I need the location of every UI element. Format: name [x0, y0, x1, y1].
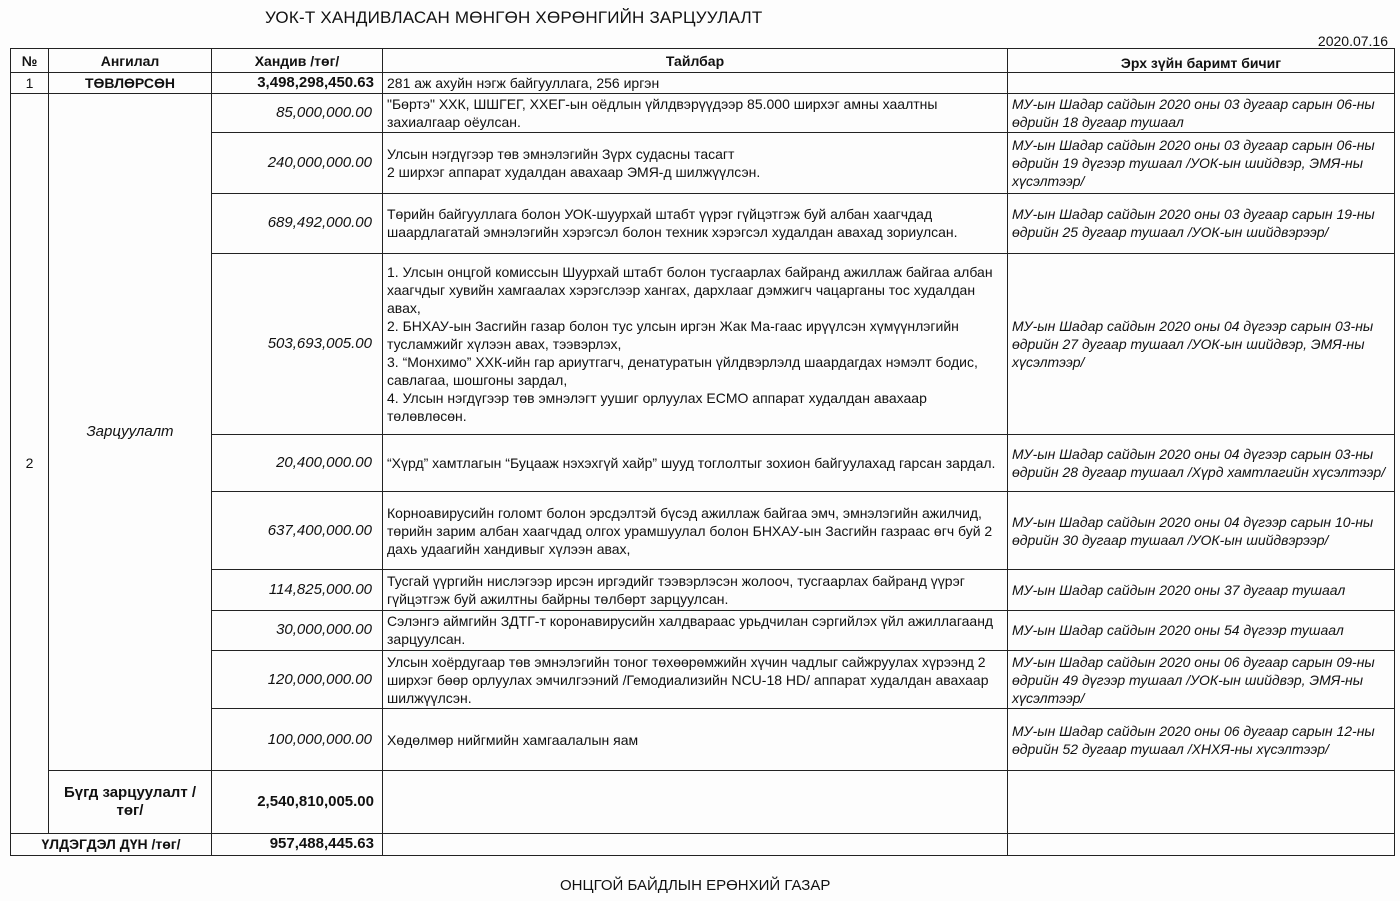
table-row-balance	[11, 833, 1395, 855]
table-row	[11, 253, 1395, 434]
row1-category: ТӨВЛӨРСӨН	[49, 73, 212, 94]
table-row	[11, 193, 1395, 253]
table-row	[11, 570, 1395, 610]
row2-item-description: Хөдөлмөр нийгмийн хамгаалалын яам	[383, 709, 1008, 771]
row2-item-legal: МУ-ын Шадар сайдын 2020 оны 04 дүгээр сарын 10-ны өдрийн 30 дугаар тушаал /УОК-ын шийдвэрээр/	[1008, 492, 1395, 570]
row2-item-description: Улсын хоёрдугаар төв эмнэлэгийн тоног төхөөрөмжийн хүчин чадлыг сайжруулах хүрээнд 2 ширхэг бөөр орлуулах эмчилгээний /Гемодиализийн NCU-18 HD/ аппарат худалдан авахаар шилжүүлсэн.	[383, 650, 1008, 708]
row2-category: Зарцуулалт	[49, 94, 212, 771]
document-date: 2020.07.16	[1317, 33, 1388, 49]
row2-item-legal: МУ-ын Шадар сайдын 2020 оны 03 дугаар сарын 06-ны өдрийн 19 дүгээр тушаал /УОК-ын шийдвэр, ЭМЯ-ны хүсэлтээр/	[1008, 133, 1395, 193]
total-legal	[1008, 771, 1395, 833]
row2-item-legal: МУ-ын Шадар сайдын 2020 оны 37 дугаар тушаал	[1008, 570, 1395, 610]
row2-item-description: Улсын нэгдүгээр төв эмнэлэгийн Зүрх судасны тасагт 2 ширхэг аппарат худалдан авахаар ЭМЯ-д шилжүүлсэн.	[383, 133, 1008, 193]
footer-organization: ОНЦГОЙ БАЙДЛЫН ЕРӨНХИЙ ГАЗАР	[560, 877, 831, 894]
total-description	[383, 771, 1008, 833]
total-label: Бүгд зарцуулалт /төг/	[49, 771, 212, 833]
balance-description	[383, 833, 1008, 855]
table-header-row	[11, 49, 1395, 73]
document-title: УОК-Т ХАНДИВЛАСАН МӨНГӨН ХӨРӨНГИЙН ЗАРЦУУЛАЛТ	[265, 8, 763, 27]
row2-item-legal: МУ-ын Шадар сайдын 2020 оны 04 дүгээр сарын 03-ны өдрийн 27 дугаар тушаал /УОК-ын шийдвэр, ЭМЯ-ны хүсэлтээр/	[1008, 253, 1395, 434]
table-row	[11, 434, 1395, 491]
row1-description: 281 аж ахуйн нэгж байгууллага, 256 иргэн	[383, 73, 1008, 94]
balance-legal	[1008, 833, 1395, 855]
row2-item-legal: МУ-ын Шадар сайдын 2020 оны 03 дугаар сарын 19-ны өдрийн 25 дугаар тушаал /УОК-ын шийдвэрээр/	[1008, 193, 1395, 253]
row2-item-legal: МУ-ын Шадар сайдын 2020 оны 06 дугаар сарын 12-ны өдрийн 52 дугаар тушаал /ХНХЯ-ны хүсэлтээр/	[1008, 709, 1395, 771]
col-header-legal: Эрх зүйн баримт бичиг	[1008, 49, 1395, 73]
row2-item-amount: 114,825,000.00	[212, 570, 383, 610]
row2-item-legal: МУ-ын Шадар сайдын 2020 оны 04 дүгээр сарын 03-ны өдрийн 28 дугаар тушаал /Хүрд хамтлагийн хүсэлтээр/	[1008, 434, 1395, 491]
row2-no: 2	[11, 94, 49, 834]
row2-item-description: Корноавирусийн голомт болон эрсдэлтэй бүсэд ажиллаж байгаа эмч, эмнэлэгийн ажилчид, төрийн зарим албан хаагчдад олгох урамшуулал болон БНХАУ-ын Засгийн газраас өгч буй 2 дахь удаагийн хандивыг хүлээн авах,	[383, 492, 1008, 570]
row2-item-legal: МУ-ын Шадар сайдын 2020 оны 54 дүгээр тушаал	[1008, 610, 1395, 650]
col-header-category: Ангилал	[49, 49, 212, 73]
row2-item-description: “Хүрд” хамтлагын “Буцааж нэхэхгүй хайр” шууд тоглолтыг зохион байгуулахад гарсан зардал.	[383, 434, 1008, 491]
table-row-total	[11, 771, 1395, 833]
table-row-centralized	[11, 73, 1395, 94]
table-row	[11, 133, 1395, 193]
expenditure-table	[10, 48, 1395, 856]
row2-item-legal: МУ-ын Шадар сайдын 2020 оны 03 дугаар сарын 06-ны өдрийн 18 дугаар тушаал	[1008, 94, 1395, 133]
row2-item-amount: 637,400,000.00	[212, 492, 383, 570]
row2-item-description: "Бөртэ" ХХК, ШШГЕГ, ХХЕГ-ын оёдлын үйлдвэрүүдээр 85.000 ширхэг амны хаалтны захиалгаар оёулсан.	[383, 94, 1008, 133]
table-row	[11, 94, 1395, 133]
row2-item-amount: 120,000,000.00	[212, 650, 383, 708]
row2-item-legal: МУ-ын Шадар сайдын 2020 оны 06 дугаар сарын 09-ны өдрийн 49 дүгээр тушаал /УОК-ын шийдвэр, ЭМЯ-ны хүсэлтээр/	[1008, 650, 1395, 708]
balance-amount: 957,488,445.63	[212, 833, 383, 855]
table-row	[11, 492, 1395, 570]
row2-item-description: 1. Улсын онцгой комиссын Шуурхай штабт болон тусгаарлах байранд ажиллаж байгаа албан хаагчдыг хувийн хамгаалах хэрэгслээр хангах, дархлааг дэмжигч чацарганы тос худалдан авах, 2. БНХАУ-ын Засгийн газар болон тус улсын иргэн Жак Ма-гаас ирүүлсэн хүмүүнлэгийн тусламжийг хүлээн авах, тээвэрлэх, 3. “Монхимо” ХХК-ийн гар ариутгагч, денатуратын үйлдвэрлэлд шаардагдах нэмэлт бодис, савлагаа, шошгоны зардал, 4. Улсын нэгдүгээр төв эмнэлэгт уушиг орлуулах ECMO аппарат худалдан авахаар төлөвлөсөн.	[383, 253, 1008, 434]
row1-legal	[1008, 73, 1395, 94]
row1-amount: 3,498,298,450.63	[212, 73, 383, 94]
table-row	[11, 650, 1395, 708]
row2-item-description: Төрийн байгууллага болон УОК-шуурхай штабт үүрэг гүйцэтгэж буй албан хаагчдад шаардлагатай эмнэлэгийн хэрэгсэл болон техник хэрэгсэл худалдан авахад зориулсан.	[383, 193, 1008, 253]
table-row	[11, 610, 1395, 650]
row2-item-amount: 689,492,000.00	[212, 193, 383, 253]
row2-item-amount: 240,000,000.00	[212, 133, 383, 193]
row2-item-amount: 100,000,000.00	[212, 709, 383, 771]
col-header-description: Тайлбар	[383, 49, 1008, 73]
row2-item-amount: 503,693,005.00	[212, 253, 383, 434]
row2-item-amount: 30,000,000.00	[212, 610, 383, 650]
expenditure-table-container	[10, 48, 1394, 856]
balance-label: ҮЛДЭГДЭЛ ДҮН /төг/	[11, 833, 212, 855]
row2-item-amount: 20,400,000.00	[212, 434, 383, 491]
col-header-donation: Хандив /төг/	[212, 49, 383, 73]
row2-item-description: Сэлэнгэ аймгийн ЗДТГ-т коронавирусийн халдвараас урьдчилан сэргийлэх үйл ажиллагаанд зарцуулсан.	[383, 610, 1008, 650]
col-header-no: №	[11, 49, 49, 73]
row2-item-description: Тусгай үүргийн нислэгээр ирсэн иргэдийг тээвэрлэсэн жолооч, тусгаарлах байранд үүрэг гүйцэтгэж буй ажилтны байрны төлбөрт зарцуулсан.	[383, 570, 1008, 610]
row2-item-amount: 85,000,000.00	[212, 94, 383, 133]
table-row	[11, 709, 1395, 771]
total-amount: 2,540,810,005.00	[212, 771, 383, 833]
row1-no: 1	[11, 73, 49, 94]
